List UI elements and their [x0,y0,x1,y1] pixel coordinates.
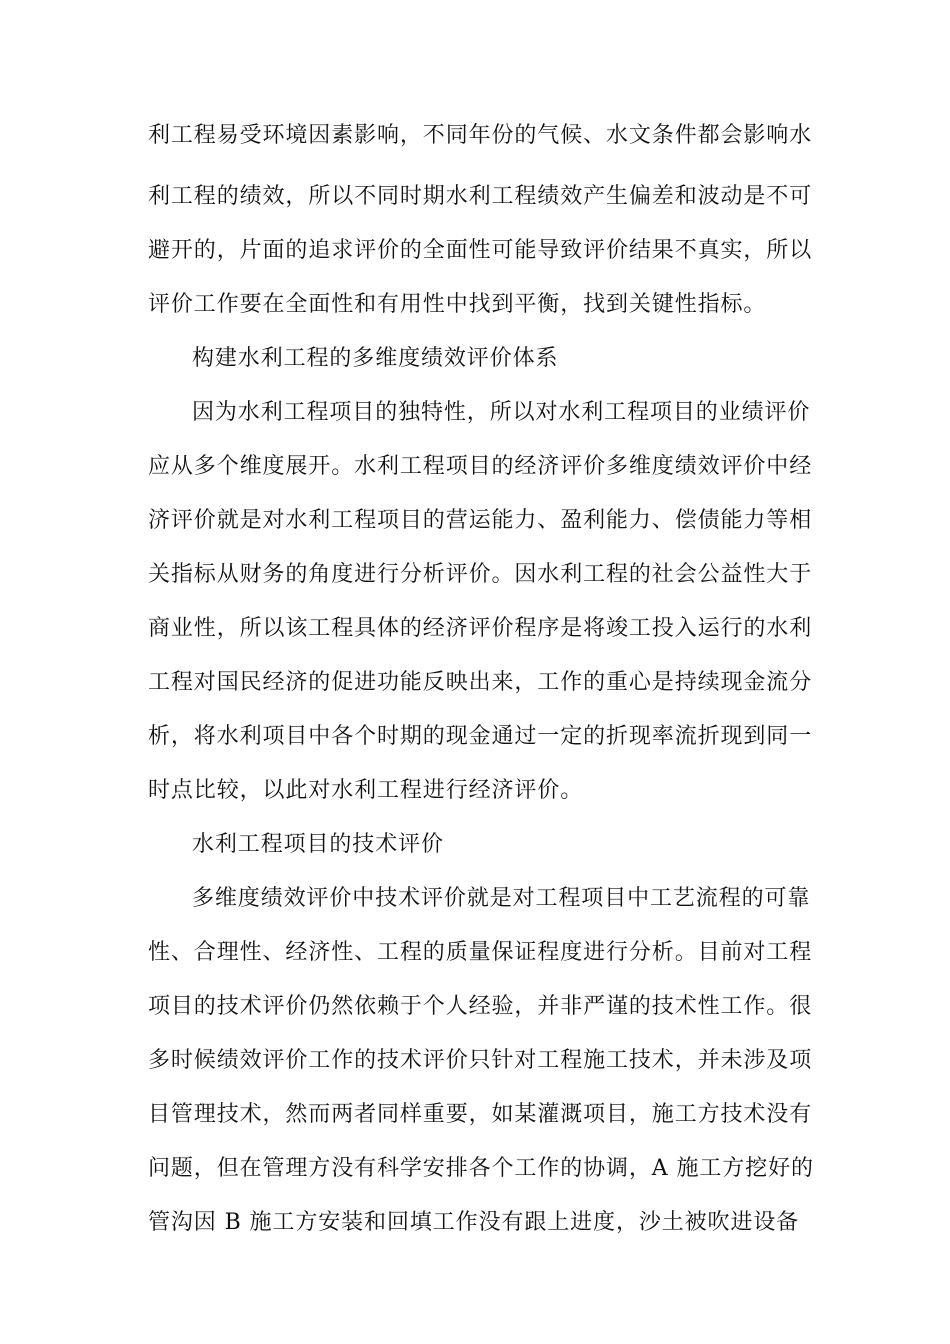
paragraph-first-line: 因为水利工程项目的独特性，所以对水利工程项目的业绩评价 [192,400,811,425]
body-text-line: 多时候绩效评价工作的技术评价只针对工程施工技术，并未涉及项 [148,1048,813,1073]
body-text-line: 利工程易受环境因素影响，不同年份的气候、水文条件都会影响水 [148,123,813,148]
body-text-line: 项目的技术评价仍然依赖于个人经验，并非严谨的技术性工作。很 [148,994,813,1019]
body-text-line: 关指标从财务的角度进行分析评价。因水利工程的社会公益性大于 [148,562,813,587]
section-heading: 水利工程项目的技术评价 [192,832,444,857]
body-text-line: 工程对国民经济的促进功能反映出来，工作的重心是持续现金流分 [148,670,813,695]
body-text-line: 评价工作要在全面性和有用性中找到平衡，找到关键性指标。 [148,292,767,317]
body-text-line: 时点比较，以此对水利工程进行经济评价。 [148,778,584,803]
body-text-line: 避开的，片面的追求评价的全面性可能导致评价结果不真实，所以 [148,238,813,263]
body-text-line: 管沟因 B 施工方安装和回填工作没有跟上进度，沙土被吹进设备 [148,1210,800,1235]
body-text-line: 析，将水利项目中各个时期的现金通过一定的折现率流折现到同一 [148,724,813,749]
body-text-line: 商业性，所以该工程具体的经济评价程序是将竣工投入运行的水利 [148,616,813,641]
body-text-line: 问题，但在管理方没有科学安排各个工作的协调，A 施工方挖好的 [148,1156,814,1181]
body-text-line: 性、合理性、经济性、工程的质量保证程度进行分析。目前对工程 [148,940,813,965]
body-text-line: 目管理技术，然而两者同样重要，如某灌溉项目，施工方技术没有 [148,1102,813,1127]
body-text-line: 济评价就是对水利工程项目的营运能力、盈利能力、偿债能力等相 [148,508,813,533]
paragraph-first-line: 多维度绩效评价中技术评价就是对工程项目中工艺流程的可靠 [192,886,811,911]
section-heading: 构建水利工程的多维度绩效评价体系 [192,346,559,371]
body-text-line: 应从多个维度展开。水利工程项目的经济评价多维度绩效评价中经 [148,454,813,479]
body-text-line: 利工程的绩效，所以不同时期水利工程绩效产生偏差和波动是不可 [148,184,813,209]
